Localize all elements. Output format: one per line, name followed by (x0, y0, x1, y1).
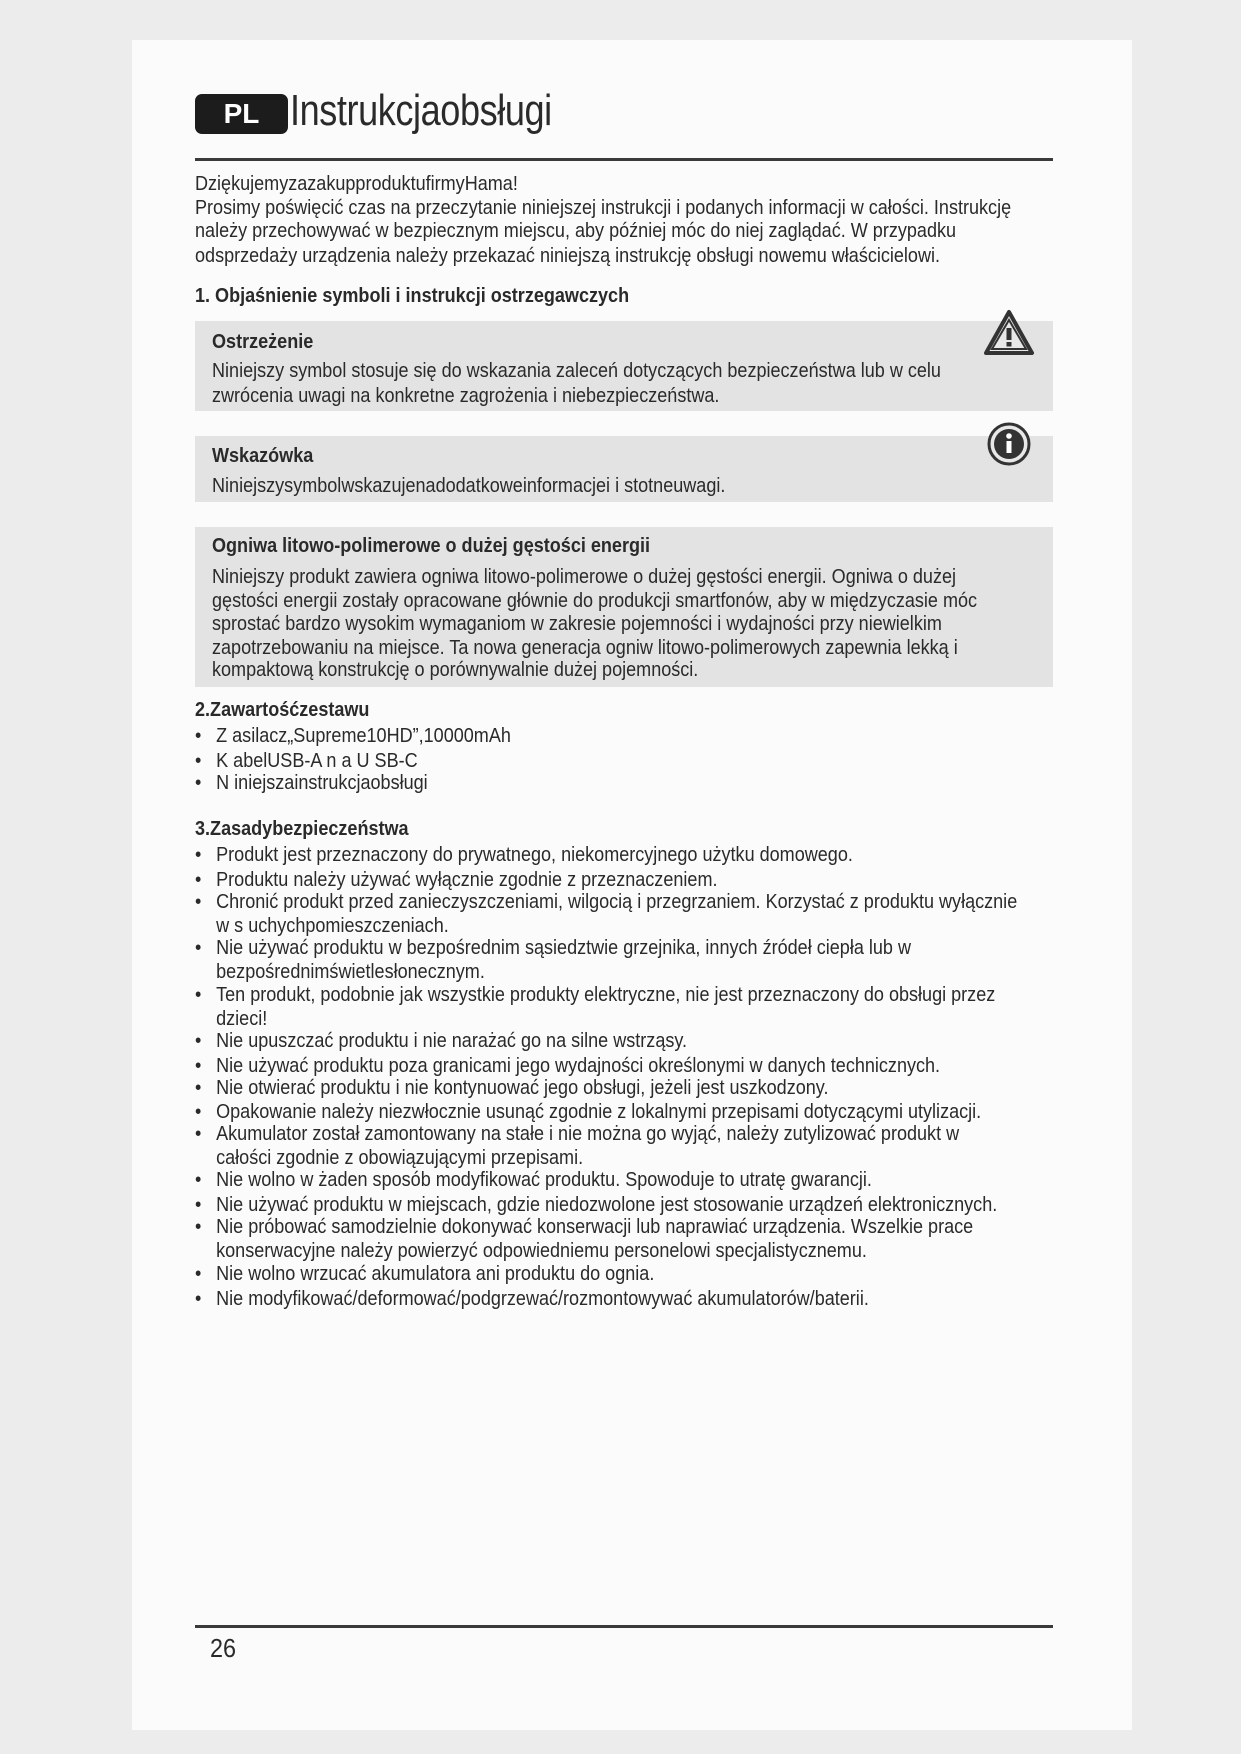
note-text-line: Niniejszysymbolwskazujenadodatkoweinformacjei i stotneuwagi. (212, 474, 726, 497)
list-item: • Nie wolno w żaden sposób modyfikować produktu. Spowoduje to utratę gwarancji. (195, 1168, 872, 1191)
battery-text-line: gęstości energii zostały opracowane głównie do produkcji smartfonów, aby w międzyczasie móc (212, 589, 978, 612)
footer-divider (195, 1625, 1053, 1628)
list-item: • Opakowanie należy niezwłocznie usunąć zgodnie z lokalnymi przepisami dotyczącymi utylizacji. (195, 1100, 982, 1123)
page-title: Instrukcjaobsługi (290, 86, 552, 135)
battery-text-line: sprostać bardzo wysokim wymaganiom w zakresie pojemności i wydajności przy niewielkim (212, 612, 942, 635)
list-item: • Z asilacz„Supreme10HD”,10000mAh (195, 724, 511, 747)
intro-line: odsprzedaży urządzenia należy przekazać niniejszą instrukcję obsługi nowemu właścicielowi. (195, 244, 941, 267)
intro-thanks: DziękujemyzazakupproduktufirmyHama! (195, 172, 518, 195)
list-item-continuation: w s uchychpomieszczeniach. (216, 914, 449, 937)
list-item: • Nie modyfikować/deformować/podgrzewać/rozmontowywać akumulatorów/baterii. (195, 1287, 869, 1310)
warning-triangle-icon (983, 309, 1035, 357)
section-2-heading: 2.Zawartośćzestawu (195, 698, 370, 721)
list-item: • Chronić produkt przed zanieczyszczeniami, wilgocią i przegrzaniem. Korzystać z produktu wyłącznie (195, 890, 1018, 913)
battery-text-line: Niniejszy produkt zawiera ogniwa litowo-polimerowe o dużej gęstości energii. Ogniwa o dużej (212, 565, 957, 588)
list-item: • K abelUSB-A n a U SB-C (195, 749, 418, 772)
list-item-continuation: konserwacyjne należy powierzyć odpowiedniemu personelowi specjalistycznemu. (216, 1239, 867, 1262)
section-3-heading: 3.Zasadybezpieczeństwa (195, 817, 409, 840)
warning-text-line: zwrócenia uwagi na konkretne zagrożenia i niebezpieczeństwa. (212, 384, 720, 407)
intro-line: należy przechowywać w bezpiecznym miejscu, aby później móc do niej zaglądać. W przypadku (195, 219, 957, 242)
language-badge: PL (195, 94, 288, 134)
list-item-continuation: bezpośrednimświetlesłonecznym. (216, 960, 485, 983)
intro-line: Prosimy poświęcić czas na przeczytanie niniejszej instrukcji i podanych informacji w całości. Instrukcję (195, 196, 1012, 219)
battery-text-line: zapotrzebowaniu na miejsce. Ta nowa generacja ogniw litowo-polimerowych zapewnia lekką i (212, 636, 958, 659)
page-header (195, 88, 1053, 158)
page-number: 26 (210, 1633, 237, 1663)
list-item: • Nie upuszczać produktu i nie narażać go na silne wstrząsy. (195, 1029, 688, 1052)
info-circle-icon (987, 422, 1031, 466)
list-item: • Ten produkt, podobnie jak wszystkie produkty elektryczne, nie jest przeznaczony do obsługi przez (195, 983, 996, 1006)
battery-info-box (195, 527, 1053, 687)
header-divider (195, 158, 1053, 161)
list-item: • Akumulator został zamontowany na stałe i nie można go wyjąć, należy zutylizować produkt w (195, 1122, 960, 1145)
battery-text-line: kompaktową konstrukcję o porównywalnie dużej pojemności. (212, 658, 699, 681)
warning-text-line: Niniejszy symbol stosuje się do wskazania zaleceń dotyczących bezpieczeństwa lub w celu (212, 359, 941, 382)
list-item: • N iniejszainstrukcjaobsługi (195, 771, 428, 794)
list-item-continuation: całości zgodnie z obowiązującymi przepisami. (216, 1146, 584, 1169)
list-item: • Nie używać produktu w miejscach, gdzie niedozwolone jest stosowanie urządzeń elektronicznych. (195, 1193, 998, 1216)
list-item-continuation: dzieci! (216, 1007, 268, 1030)
list-item: • Produkt jest przeznaczony do prywatnego, niekomercyjnego użytku domowego. (195, 843, 853, 866)
note-box (195, 436, 1053, 502)
list-item: • Nie otwierać produktu i nie kontynuować jego obsługi, jeżeli jest uszkodzony. (195, 1076, 829, 1099)
list-item: • Nie wolno wrzucać akumulatora ani produktu do ognia. (195, 1262, 655, 1285)
warning-title: Ostrzeżenie (212, 330, 314, 353)
battery-title: Ogniwa litowo-polimerowe o dużej gęstości energii (212, 534, 651, 557)
list-item: • Nie używać produktu poza granicami jego wydajności określonymi w danych technicznych. (195, 1054, 941, 1077)
list-item: • Produktu należy używać wyłącznie zgodnie z przeznaczeniem. (195, 868, 718, 891)
warning-box (195, 321, 1053, 411)
list-item: • Nie próbować samodzielnie dokonywać konserwacji lub naprawiać urządzenia. Wszelkie prace (195, 1215, 974, 1238)
section-1-heading: 1. Objaśnienie symboli i instrukcji ostrzegawczych (195, 284, 630, 307)
list-item: • Nie używać produktu w bezpośrednim sąsiedztwie grzejnika, innych źródeł ciepła lub w (195, 936, 912, 959)
note-title: Wskazówka (212, 444, 314, 467)
